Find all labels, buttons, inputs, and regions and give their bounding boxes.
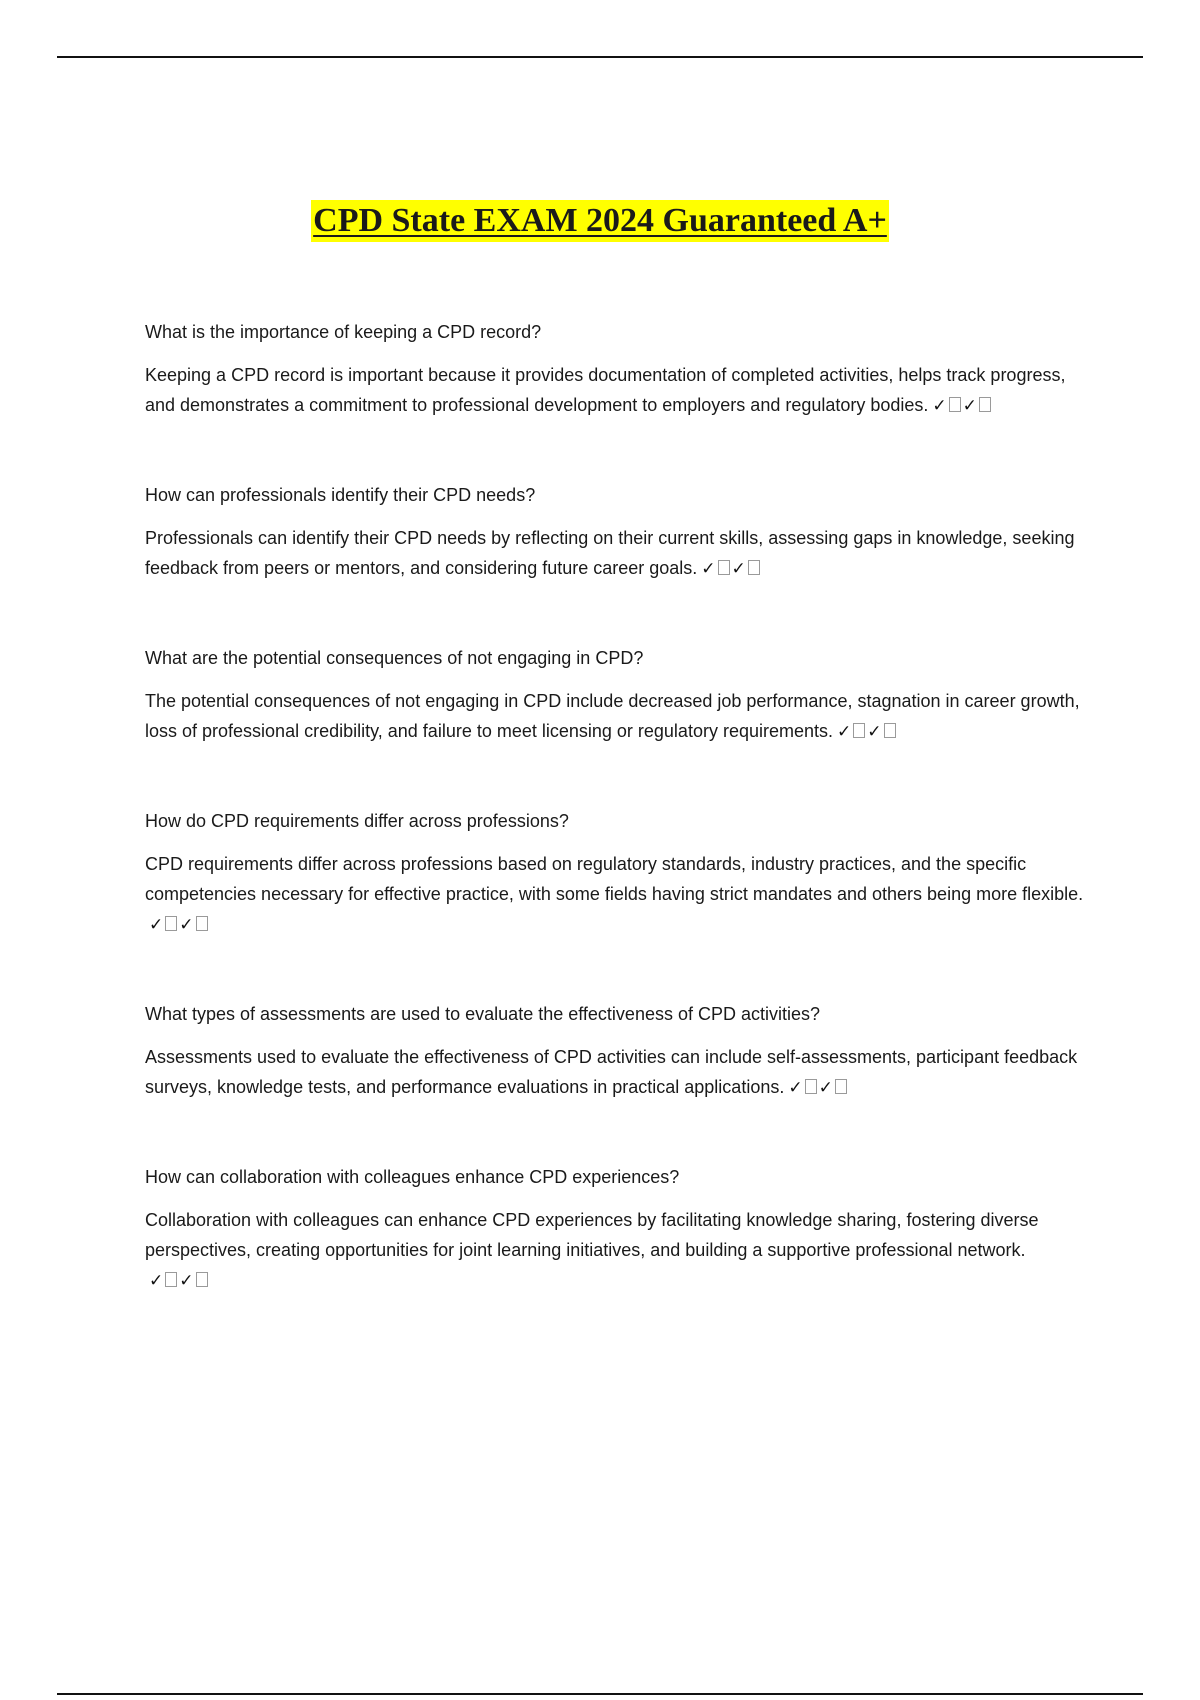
- answer-text: The potential consequences of not engaging in CPD include decreased job performance, stagnation in career growth, loss of professional credibility, and failure to meet licensing or regulatory requirements.: [145, 691, 1080, 741]
- bottom-rule: [57, 1693, 1143, 1695]
- qa-item: [145, 318, 1085, 421]
- qa-item: [145, 1000, 1085, 1103]
- missing-glyph-icon: [165, 1272, 177, 1287]
- check-icon: ✓: [179, 1271, 194, 1291]
- answer-text: Assessments used to evaluate the effectiveness of CPD activities can include self-assessments, participant feedback surveys, knowledge tests, and performance evaluations in practical applications.: [145, 1047, 1078, 1097]
- title-block: [0, 200, 1200, 242]
- question-text: How can collaboration with colleagues enhance CPD experiences?: [145, 1167, 680, 1187]
- check-marks: [788, 1073, 849, 1103]
- answer-paragraph: [145, 1042, 1085, 1103]
- check-marks: [149, 910, 210, 940]
- missing-glyph-icon: [196, 1272, 208, 1287]
- question-text: How do CPD requirements differ across professions?: [145, 811, 569, 831]
- missing-glyph-icon: [805, 1079, 817, 1094]
- qa-item: [145, 1163, 1085, 1296]
- qa-list: [145, 318, 1085, 1356]
- answer-text: Professionals can identify their CPD needs by reflecting on their current skills, assessing gaps in knowledge, seeking feedback from peers or mentors, and considering future career goals.: [145, 528, 1075, 578]
- question-text: How can professionals identify their CPD needs?: [145, 485, 536, 505]
- check-marks: [149, 1266, 210, 1296]
- check-icon: ✓: [788, 1078, 803, 1098]
- check-icon: ✓: [149, 915, 164, 935]
- question-text: What are the potential consequences of not engaging in CPD?: [145, 648, 644, 668]
- answer-paragraph: [145, 523, 1085, 584]
- answer-text: CPD requirements differ across professions based on regulatory standards, industry practices, and the specific competencies necessary for effective practice, with some fields having strict mandates and others being more flexible.: [145, 854, 1084, 904]
- qa-item: [145, 644, 1085, 747]
- answer-text: Collaboration with colleagues can enhance CPD experiences by facilitating knowledge sharing, fostering diverse perspectives, creating opportunities for joint learning initiatives, and building a supportive professional network.: [145, 1210, 1039, 1260]
- check-icon: ✓: [701, 559, 716, 579]
- check-icon: ✓: [149, 1271, 164, 1291]
- missing-glyph-icon: [196, 916, 208, 931]
- answer-paragraph: [145, 849, 1085, 940]
- answer-text: Keeping a CPD record is important because it provides documentation of completed activities, helps track progress, and demonstrates a commitment to professional development to employers and regulatory bodies.: [145, 365, 1066, 415]
- check-icon: ✓: [867, 722, 882, 742]
- check-icon: ✓: [818, 1078, 833, 1098]
- missing-glyph-icon: [853, 723, 865, 738]
- answer-paragraph: [145, 1205, 1085, 1296]
- check-marks: [837, 717, 898, 747]
- qa-item: [145, 807, 1085, 940]
- missing-glyph-icon: [949, 397, 961, 412]
- top-rule: [57, 56, 1143, 58]
- check-marks: [701, 554, 762, 584]
- answer-paragraph: [145, 360, 1085, 421]
- check-icon: ✓: [837, 722, 852, 742]
- missing-glyph-icon: [748, 560, 760, 575]
- check-icon: ✓: [962, 396, 977, 416]
- answer-paragraph: [145, 686, 1085, 747]
- missing-glyph-icon: [979, 397, 991, 412]
- check-icon: ✓: [179, 915, 194, 935]
- qa-item: [145, 481, 1085, 584]
- question-text: What types of assessments are used to evaluate the effectiveness of CPD activities?: [145, 1004, 821, 1024]
- missing-glyph-icon: [835, 1079, 847, 1094]
- page-title: CPD State EXAM 2024 Guaranteed A+: [311, 200, 889, 242]
- check-icon: ✓: [932, 396, 947, 416]
- check-marks: [932, 391, 993, 421]
- check-icon: ✓: [731, 559, 746, 579]
- missing-glyph-icon: [718, 560, 730, 575]
- missing-glyph-icon: [884, 723, 896, 738]
- missing-glyph-icon: [165, 916, 177, 931]
- question-text: What is the importance of keeping a CPD record?: [145, 322, 542, 342]
